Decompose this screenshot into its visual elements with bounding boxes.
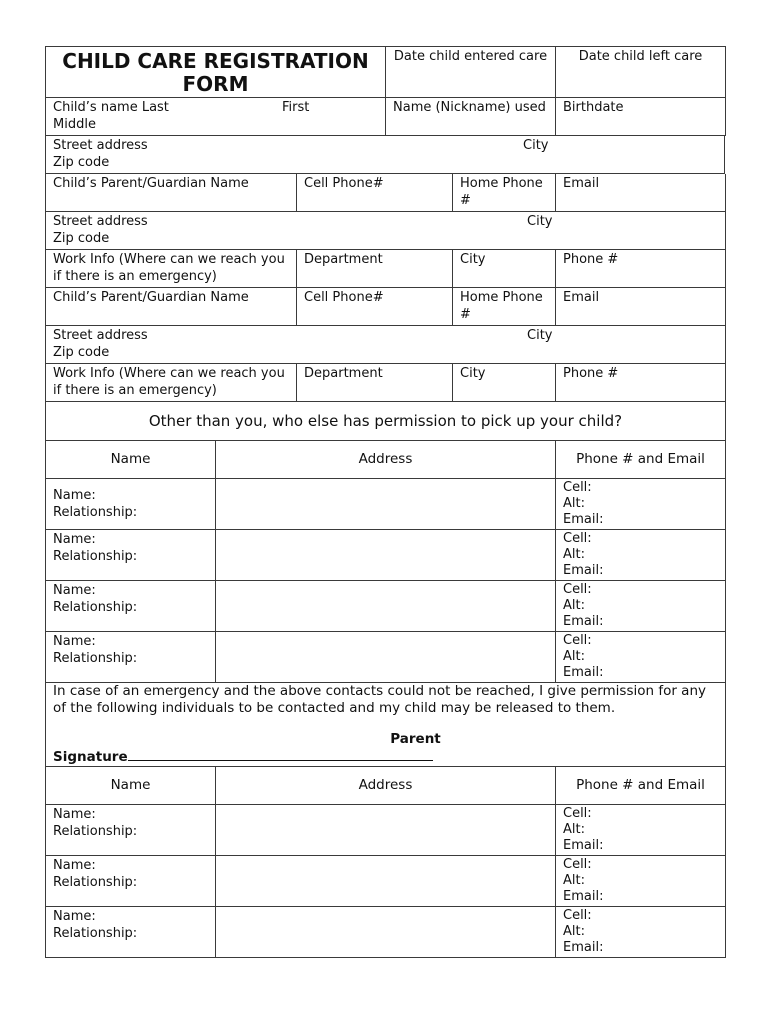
pickup-phone-cell[interactable]	[556, 479, 726, 530]
relationship-label: Relationship:	[53, 651, 138, 666]
guardian-1-cell-field[interactable]: Cell Phone#	[297, 174, 453, 212]
child-name-first-label: First	[282, 100, 310, 115]
emergency-address-cell[interactable]	[216, 805, 556, 856]
name-label: Name:	[53, 807, 96, 822]
guardian-2-work-city-field[interactable]: City	[453, 364, 556, 402]
pickup-row	[46, 530, 726, 581]
date-left-field[interactable]: Date child left care	[556, 47, 726, 98]
name-label: Name:	[53, 634, 96, 649]
email-label: Email:	[563, 838, 604, 853]
nickname-field[interactable]: Name (Nickname) used	[386, 98, 556, 136]
guardian-2-work-info-field[interactable]: Work Info (Where can we reach you if there is an emergency)	[46, 364, 297, 402]
pickup-name-cell[interactable]	[46, 479, 216, 530]
pickup-question: Other than you, who else has permission to pick up your child?	[46, 402, 726, 441]
relationship-label: Relationship:	[53, 600, 138, 615]
zip-code-label: Zip code	[53, 231, 110, 246]
relationship-label: Relationship:	[53, 824, 138, 839]
pickup-col-phone: Phone # and Email	[556, 441, 726, 479]
pickup-col-address: Address	[216, 441, 556, 479]
pickup-name-cell[interactable]	[46, 530, 216, 581]
guardian-1-email-field[interactable]: Email	[556, 174, 726, 212]
email-label: Email:	[563, 512, 604, 527]
emergency-contact-row	[46, 907, 726, 958]
guardian-1-work-phone-field[interactable]: Phone #	[556, 250, 726, 288]
emergency-permission-block	[46, 683, 726, 767]
cell-label: Cell:	[563, 806, 592, 821]
pickup-row	[46, 479, 726, 530]
relationship-label: Relationship:	[53, 875, 138, 890]
child-name-field[interactable]	[46, 98, 386, 136]
pickup-address-cell[interactable]	[216, 581, 556, 632]
guardian-1-address-field[interactable]	[46, 212, 726, 250]
form-title: CHILD CARE REGISTRATION FORM	[46, 47, 386, 98]
pickup-address-cell[interactable]	[216, 479, 556, 530]
email-label: Email:	[563, 665, 604, 680]
relationship-label: Relationship:	[53, 926, 138, 941]
alt-label: Alt:	[563, 822, 585, 837]
emergency-phone-cell[interactable]	[556, 856, 726, 907]
guardian-2-home-phone-field[interactable]: Home Phone #	[453, 288, 556, 326]
child-name-middle-label: Middle	[53, 117, 96, 132]
cell-label: Cell:	[563, 480, 592, 495]
name-label: Name:	[53, 909, 96, 924]
signature-label: Signature	[53, 749, 128, 765]
alt-label: Alt:	[563, 873, 585, 888]
pickup-name-cell[interactable]	[46, 632, 216, 683]
pickup-address-cell[interactable]	[216, 632, 556, 683]
email-label: Email:	[563, 614, 604, 629]
guardian-1-work-info-field[interactable]: Work Info (Where can we reach you if there is an emergency)	[46, 250, 297, 288]
name-label: Name:	[53, 858, 96, 873]
emergency-col-phone: Phone # and Email	[556, 767, 726, 805]
guardian-1-home-phone-field[interactable]: Home Phone #	[453, 174, 556, 212]
pickup-name-cell[interactable]	[46, 581, 216, 632]
guardian-1-department-field[interactable]: Department	[297, 250, 453, 288]
child-name-last-label: Child’s name Last	[53, 100, 169, 115]
name-label: Name:	[53, 532, 96, 547]
emergency-phone-cell[interactable]	[556, 805, 726, 856]
pickup-address-cell[interactable]	[216, 530, 556, 581]
emergency-name-cell[interactable]	[46, 907, 216, 958]
relationship-label: Relationship:	[53, 505, 138, 520]
parent-label: Parent	[390, 731, 441, 747]
alt-label: Alt:	[563, 649, 585, 664]
guardian-2-work-phone-field[interactable]: Phone #	[556, 364, 726, 402]
cell-label: Cell:	[563, 582, 592, 597]
emergency-address-cell[interactable]	[216, 856, 556, 907]
email-label: Email:	[563, 563, 604, 578]
emergency-col-name: Name	[46, 767, 216, 805]
email-label: Email:	[563, 940, 604, 955]
name-label: Name:	[53, 488, 96, 503]
emergency-address-cell[interactable]	[216, 907, 556, 958]
guardian-2-department-field[interactable]: Department	[297, 364, 453, 402]
street-address-label: Street address	[53, 138, 148, 153]
city-label: City	[527, 214, 553, 229]
emergency-contact-row	[46, 805, 726, 856]
pickup-row	[46, 581, 726, 632]
pickup-phone-cell[interactable]	[556, 581, 726, 632]
guardian-2-address-field[interactable]	[46, 326, 726, 364]
cell-label: Cell:	[563, 908, 592, 923]
emergency-name-cell[interactable]	[46, 805, 216, 856]
signature-line[interactable]	[128, 748, 433, 761]
registration-form	[45, 46, 725, 958]
city-label: City	[527, 328, 553, 343]
cell-label: Cell:	[563, 857, 592, 872]
pickup-phone-cell[interactable]	[556, 530, 726, 581]
street-address-label: Street address	[53, 328, 148, 343]
date-entered-field[interactable]: Date child entered care	[386, 47, 556, 98]
pickup-phone-cell[interactable]	[556, 632, 726, 683]
emergency-statement: In case of an emergency and the above contacts could not be reached, I give permission for any of the following individuals to be contacted and my child may be released to them.	[53, 683, 707, 716]
pickup-col-name: Name	[46, 441, 216, 479]
guardian-2-name-field[interactable]: Child’s Parent/Guardian Name	[46, 288, 297, 326]
street-address-label: Street address	[53, 214, 148, 229]
pickup-row	[46, 632, 726, 683]
child-address-table	[45, 136, 725, 174]
alt-label: Alt:	[563, 547, 585, 562]
email-label: Email:	[563, 889, 604, 904]
emergency-name-cell[interactable]	[46, 856, 216, 907]
emergency-phone-cell[interactable]	[556, 907, 726, 958]
cell-label: Cell:	[563, 531, 592, 546]
birthdate-field[interactable]: Birthdate	[556, 98, 726, 136]
city-label: City	[523, 138, 549, 153]
guardian-1-work-city-field[interactable]: City	[453, 250, 556, 288]
cell-label: Cell:	[563, 633, 592, 648]
guardian-2-email-field[interactable]: Email	[556, 288, 726, 326]
pickup-table	[45, 441, 726, 958]
relationship-label: Relationship:	[53, 549, 138, 564]
guardian-2-cell-field[interactable]: Cell Phone#	[297, 288, 453, 326]
name-label: Name:	[53, 583, 96, 598]
top-table	[45, 46, 726, 136]
alt-label: Alt:	[563, 924, 585, 939]
alt-label: Alt:	[563, 496, 585, 511]
guardian-1-table	[45, 174, 726, 441]
emergency-col-address: Address	[216, 767, 556, 805]
zip-code-label: Zip code	[53, 345, 110, 360]
guardian-1-name-field[interactable]: Child’s Parent/Guardian Name	[46, 174, 297, 212]
emergency-contact-row	[46, 856, 726, 907]
alt-label: Alt:	[563, 598, 585, 613]
child-address-field[interactable]	[46, 136, 725, 174]
zip-code-label: Zip code	[53, 155, 110, 170]
